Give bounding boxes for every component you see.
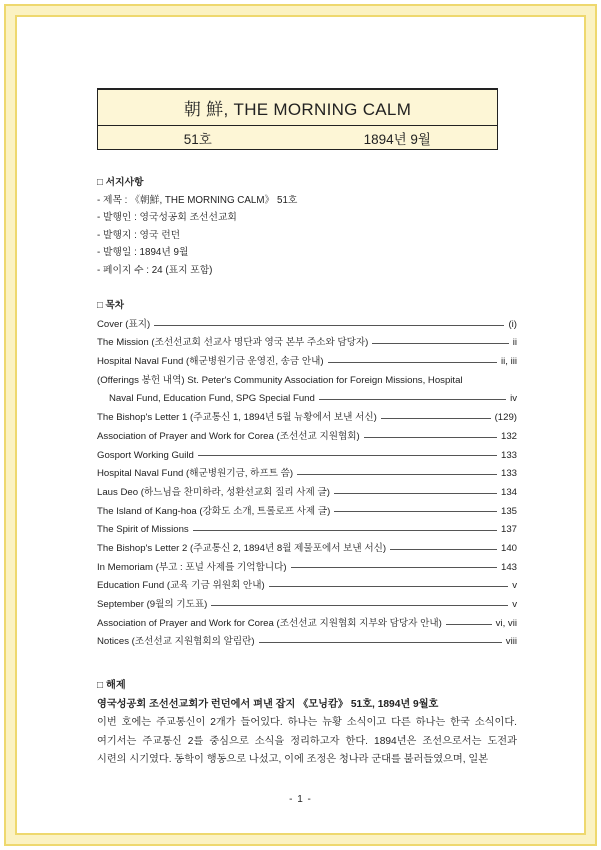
bibliography-item-date: - 발행일 : 1894년 9월 [97, 247, 189, 259]
commentary-section [97, 677, 517, 770]
toc-entry [97, 334, 517, 353]
toc-leader-line [334, 493, 497, 494]
toc-entry [97, 521, 517, 540]
toc-entry-title: Notices (조선선교 지원협회의 알림란) [97, 636, 255, 648]
toc-entry-title: Education Fund (교육 기금 위원회 안내) [97, 580, 265, 592]
toc-leader-line [291, 567, 497, 568]
toc-leader-line [319, 399, 506, 400]
toc-entry-page: 143 [500, 561, 517, 573]
toc-leader-line [269, 586, 509, 587]
bibliography-item-place: - 발행지 : 영국 런던 [97, 229, 181, 241]
toc-leader-line [328, 362, 497, 363]
toc-entry-page: iv [510, 393, 517, 405]
toc-entry-title: The Island of Kang-hoa (강화도 소개, 트롤로프 사제 글) [97, 505, 331, 517]
toc-leader-line [211, 605, 508, 606]
toc-leader-line [193, 530, 497, 531]
toc-entry-page: (i) [508, 318, 517, 330]
toc-entry [97, 316, 517, 335]
toc-entry-title: September (9월의 기도표) [97, 599, 208, 610]
toc-entry [97, 503, 517, 522]
toc-leader-line [297, 474, 497, 475]
toc-entry-title: In Memoriam (부고 : 포널 사제를 기억합니다) [97, 561, 287, 573]
toc-entry [97, 465, 517, 484]
toc-entry [97, 353, 517, 372]
toc-entry [97, 447, 517, 466]
issue-date: 1894년 9월 [363, 131, 431, 147]
bibliography-item-publisher: - 발행인 : 영국성공회 조선선교회 [97, 212, 237, 224]
toc-leader-line [446, 624, 492, 625]
toc-entry [97, 596, 517, 615]
toc-entry-continued [97, 390, 517, 409]
toc-entry [97, 372, 517, 391]
toc-entry-page: 137 [500, 524, 517, 536]
toc-entry-title: Hospital Naval Fund (해군병원기금 운영진, 송금 안내) [97, 356, 324, 368]
commentary-body: 이번 호에는 주교통신이 2개가 들어있다. 하나는 뉴황 소식이고 다른 하나는 한국 소식이다. 여기서는 주교통신 2를 중심으로 소식을 정리하고자 한다. 1894년은 조선으로서는 도전과 시련의 시기였다. 동학이 행동으로 나섰고, 이에 조정은 청나라 군대를 불러들였으며, 일본 [97, 717, 517, 765]
toc-entry-page: (129) [494, 412, 517, 424]
toc-entry-page: v [512, 599, 517, 610]
toc-entry-page: ii, iii [501, 356, 517, 368]
toc-entry-page: 135 [500, 505, 517, 517]
toc-leader-line [259, 642, 502, 643]
toc-leader-line [154, 325, 504, 326]
toc-leader-line [390, 549, 497, 550]
toc-entry [97, 577, 517, 596]
toc-entry-title: Association of Prayer and Work for Corea (조선선교 지원협회) [97, 430, 360, 442]
toc-leader-line [372, 343, 508, 344]
toc-leader-line [381, 418, 491, 419]
title-box [97, 88, 498, 150]
toc-leader-line [198, 455, 497, 456]
issue-number: 51호 [183, 131, 212, 147]
toc-entry-page: ii [512, 337, 517, 349]
toc-entry-title: The Bishop's Letter 1 (주교통신 1, 1894년 5월 뉴황에서 보낸 서신) [97, 412, 377, 424]
table-of-contents [97, 297, 517, 652]
toc-entry [97, 428, 517, 447]
toc-entry-title: The Spirit of Missions [97, 524, 189, 536]
bibliography-section [97, 174, 517, 280]
toc-entry-page: viii [505, 636, 517, 648]
toc-entry [97, 615, 517, 634]
toc-entry-page: 140 [500, 542, 517, 554]
page-number: - 1 - [289, 794, 312, 805]
toc-entry-page: 133 [500, 468, 517, 480]
toc-entry-page: v [512, 580, 517, 592]
commentary-subtitle: 영국성공회 조선선교회가 런던에서 펴낸 잡지 《모닝캄》 51호, 1894년 9월호 [97, 698, 439, 710]
toc-entry-title: Cover (표지) [97, 318, 151, 330]
toc-entry-title: Laus Deo (하느님을 찬미하라, 성환선교회 질리 사제 글) [97, 486, 330, 498]
section-heading-toc: □ 목차 [97, 300, 124, 311]
bibliography-item-title: - 제목 : 《朝鮮, THE MORNING CALM》 51호 [97, 194, 298, 206]
toc-entry [97, 559, 517, 578]
toc-entry [97, 540, 517, 559]
section-heading-commentary: □ 해제 [97, 680, 126, 691]
toc-entry-title: The Mission (조선선교회 선교사 명단과 영국 본부 주소와 담당자) [97, 337, 369, 349]
toc-entry-title-continued: Naval Fund, Education Fund, SPG Special Fund [109, 393, 315, 405]
journal-title: 朝 鮮, THE MORNING CALM [98, 90, 497, 126]
toc-entry [97, 409, 517, 428]
issue-meta-row [98, 126, 497, 149]
section-heading-bibliography: □ 서지사항 [97, 177, 144, 188]
toc-entry-page: vi, vii [495, 617, 517, 629]
toc-entry-page: 133 [500, 449, 517, 461]
bibliography-item-pages: - 페이지 수 : 24 (표지 포함) [97, 264, 213, 276]
toc-entry-title: Hospital Naval Fund (해군병원기금, 하프트 씀) [97, 468, 294, 480]
toc-entry-title: Gosport Working Guild [97, 449, 194, 461]
toc-entry-title: (Offerings 봉헌 내역) St. Peter's Community Association for Foreign Missions, Hospital [97, 374, 463, 386]
toc-entry [97, 484, 517, 503]
toc-entry-title: Association of Prayer and Work for Corea (조선선교 지원협회 지부와 담당자 안내) [97, 617, 442, 629]
toc-leader-line [364, 437, 497, 438]
toc-entry-page: 134 [500, 486, 517, 498]
toc-entry [97, 633, 517, 652]
toc-leader-line [334, 511, 497, 512]
toc-entry-page: 132 [500, 430, 517, 442]
toc-entry-title: The Bishop's Letter 2 (주교통신 2, 1894년 8월 제물포에서 보낸 서신) [97, 542, 387, 554]
